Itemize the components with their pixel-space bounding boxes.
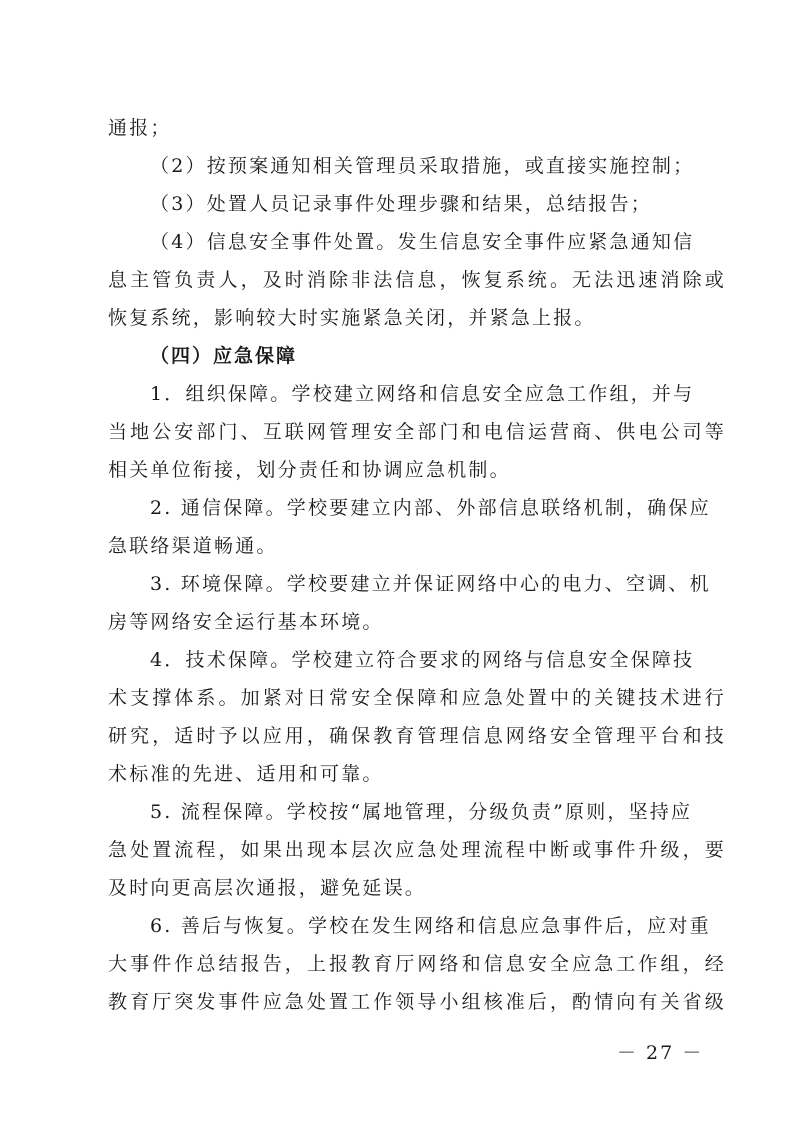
- list-item-3: （3）处置人员记录事件处理步骤和结果，总结报告；: [150, 193, 652, 215]
- list-item-2: （2）按预案通知相关管理员采取措施，或直接实施控制；: [150, 155, 695, 177]
- body-text-line: 大事件作总结报告，上报教育厅网络和信息安全应急工作组，经: [108, 953, 727, 975]
- body-text-line: 及时向更高层次通报，避免延误。: [108, 877, 427, 899]
- body-text-line: 房等网络安全运行基本环境。: [108, 611, 384, 633]
- body-text-line: 术标准的先进、适用和可靠。: [108, 763, 384, 785]
- body-text-line: 教育厅突发事件应急处置工作领导小组核准后，酌情向有关省级: [108, 991, 727, 1013]
- body-text-line: 恢复系统，影响较大时实施紧急关闭，并紧急上报。: [108, 307, 596, 329]
- body-text-line: 当地公安部门、互联网管理安全部门和电信运营商、供电公司等: [108, 421, 727, 443]
- paragraph-5-start: 5. 流程保障。学校按“属地管理，分级负责”原则，坚持应: [150, 801, 693, 823]
- section-heading: （四）应急保障: [150, 345, 298, 367]
- body-text-line: 研究，适时予以应用，确保教育管理信息网络安全管理平台和技: [108, 725, 727, 747]
- body-text-line: 急联络渠道畅通。: [108, 535, 278, 557]
- body-text-line: 通报；: [108, 117, 172, 139]
- paragraph-2-start: 2. 通信保障。学校要建立内部、外部信息联络机制，确保应: [150, 497, 711, 519]
- body-text-line: 急处置流程，如果出现本层次应急处理流程中断或事件升级，要: [108, 839, 727, 861]
- body-text-line: 相关单位衔接，划分责任和协调应急机制。: [108, 459, 511, 481]
- paragraph-4-start: 4．技术保障。学校建立符合要求的网络与信息安全保障技: [150, 649, 695, 671]
- paragraph-6-start: 6. 善后与恢复。学校在发生网络和信息应急事件后，应对重: [150, 915, 711, 937]
- page-number: － 27 －: [617, 1042, 704, 1064]
- body-text-line: 术支撑体系。加紧对日常安全保障和应急处置中的关键技术进行: [108, 687, 727, 709]
- body-text-line: 息主管负责人，及时消除非法信息，恢复系统。无法迅速消除或: [108, 269, 727, 291]
- paragraph-1-start: 1．组织保障。学校建立网络和信息安全应急工作组，并与: [150, 383, 695, 405]
- list-item-4: （4）信息安全事件处置。发生信息安全事件应紧急通知信: [150, 231, 695, 253]
- paragraph-3-start: 3. 环境保障。学校要建立并保证网络中心的电力、空调、机: [150, 573, 711, 595]
